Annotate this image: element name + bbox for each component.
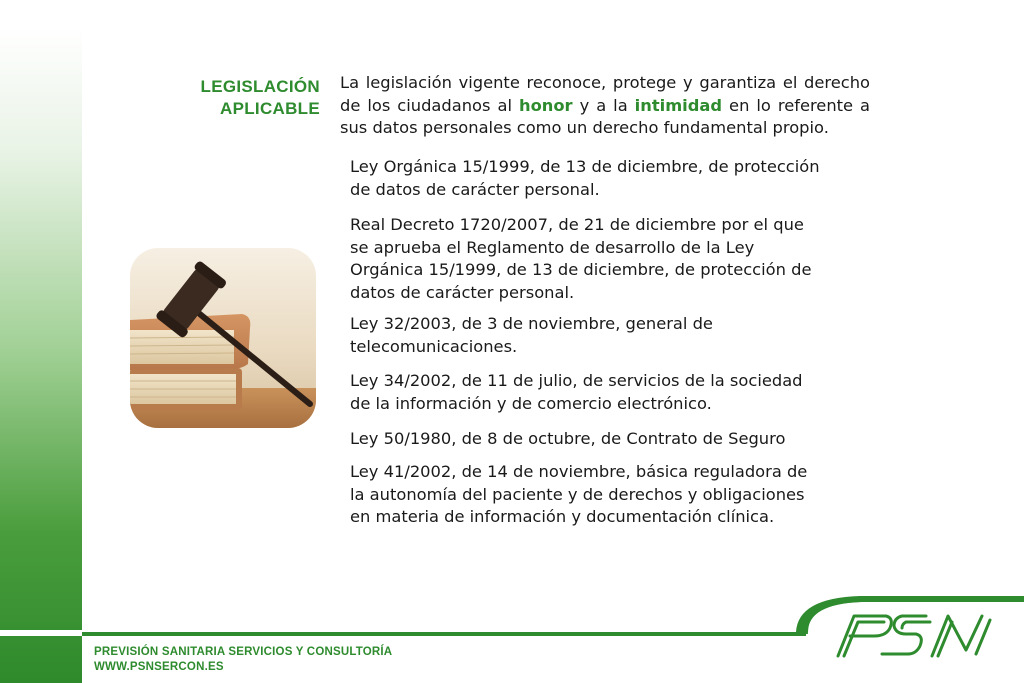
heading-line-2: APLICABLE	[220, 99, 320, 118]
intro-text-2: y a la	[572, 95, 635, 115]
footer-company: PREVISIÓN SANITARIA SERVICIOS Y CONSULTORÍA	[94, 646, 393, 658]
sidebar-divider	[0, 630, 82, 636]
intro-paragraph	[340, 72, 870, 140]
footer-website: WWW.PSNSERCON.ES	[94, 661, 224, 673]
law-item: Ley Orgánica 15/1999, de 13 de diciembre, de protección de datos de carácter personal.	[350, 157, 820, 199]
law-item: Real Decreto 1720/2007, de 21 de diciembre por el que se aprueba el Reglamento de desarrollo de la Ley Orgánica 15/1999, de 13 de diciembre, de protección de datos de carácter personal.	[350, 215, 812, 302]
psn-logo	[790, 592, 1024, 674]
intro-text-3: en lo referente a sus datos personales como un derecho fundamental propio.	[340, 95, 871, 137]
law-item: Ley 32/2003, de 3 de noviembre, general de telecomunicaciones.	[350, 314, 713, 356]
heading-line-1: LEGISLACIÓN	[200, 77, 320, 96]
footer-divider	[82, 632, 806, 636]
intro-text-1: La legislación vigente reconoce, protege y garantiza el derecho de los ciudadanos al	[340, 73, 870, 115]
law-item: Ley 34/2002, de 11 de julio, de servicios de la sociedad de la información y de comercio electrónico.	[350, 371, 803, 413]
law-item: Ley 41/2002, de 14 de noviembre, básica reguladora de la autonomía del paciente y de derechos y obligaciones en materia de información y documentación clínica.	[350, 462, 808, 526]
highlight-intimidad: intimidad	[634, 95, 723, 115]
highlight-honor: honor	[518, 95, 573, 115]
law-item: Ley 50/1980, de 8 de octubre, de Contrato de Seguro	[350, 429, 786, 448]
section-heading	[150, 76, 320, 120]
gavel-books-image	[130, 248, 316, 428]
sidebar-gradient	[0, 0, 82, 683]
